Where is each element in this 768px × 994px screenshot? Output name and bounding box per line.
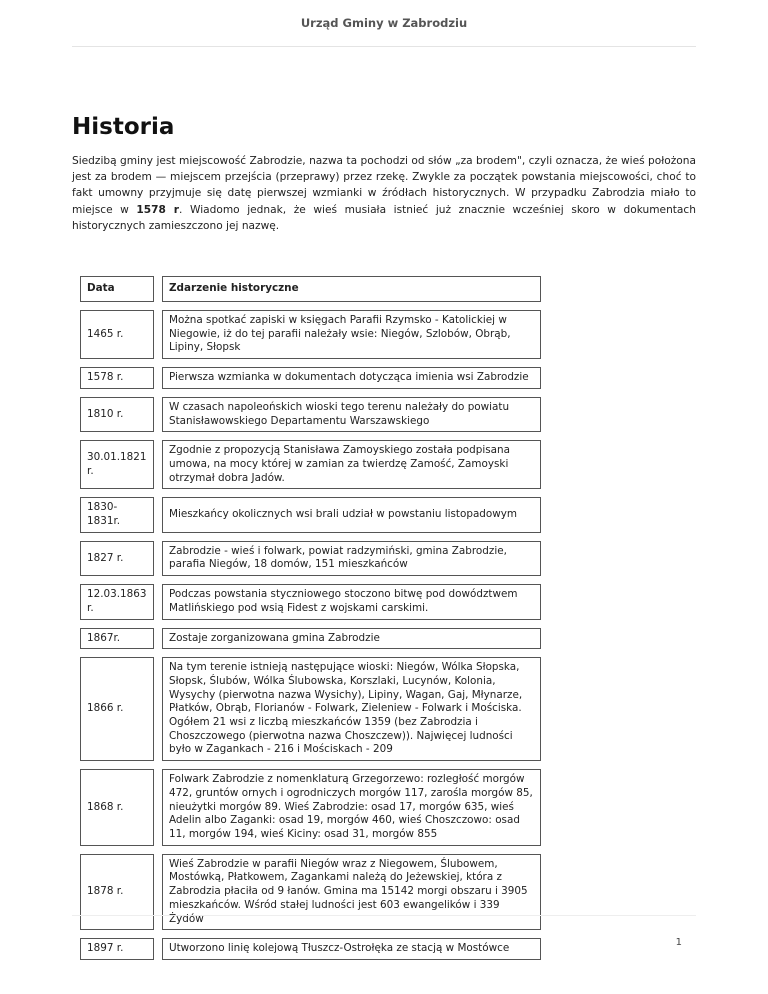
table-row	[80, 584, 541, 619]
table-row	[80, 440, 541, 489]
row-event: W czasach napoleońskich wioski tego terenu należały do powiatu Stanisławowskiego Departamentu Warszawskiego	[162, 397, 541, 432]
row-event: Zabrodzie - wieś i folwark, powiat radzymiński, gmina Zabrodzie, parafia Niegów, 18 domów, 151 mieszkańców	[162, 541, 541, 576]
row-event: Wieś Zabrodzie w parafii Niegów wraz z Niegowem, Ślubowem, Mostówką, Płatkowem, Zagankami należą do Jeżewskiej, która z Zabrodzia płaciła od 9 łanów. Gmina ma 15142 morgi obszaru i 3905 mieszkańców. Wśród stałej ludności jest 603 ewangelików i 339 Żydów	[162, 854, 541, 931]
row-date: 12.03.1863 r.	[80, 584, 154, 619]
table-row	[80, 397, 541, 432]
row-event: Podczas powstania styczniowego stoczono bitwę pod dowództwem Matlińskiego pod wsią Fidest z wojskami carskimi.	[162, 584, 541, 619]
footer-divider	[72, 915, 696, 916]
row-event: Mieszkańcy okolicznych wsi brali udział w powstaniu listopadowym	[162, 497, 541, 532]
page-title: Historia	[72, 114, 175, 140]
column-header-date: Data	[80, 276, 154, 302]
row-event: Folwark Zabrodzie z nomenklaturą Grzegorzewo: rozległość morgów 472, gruntów ornych i ogrodniczych morgów 117, zarośla morgów 85, nieużytki morgów 89. Wieś Zabrodzie: osad 17, morgów 635, wieś Adelin albo Zaganki: osad 19, morgów 460, wieś Choszczowo: osad 11, morgów 194, wieś Kiciny: osad 31, morgów 855	[162, 769, 541, 846]
table-row	[80, 541, 541, 576]
intro-text-after: . Wiadomo jednak, że wieś musiała istnieć już znacznie wcześniej skoro w dokumentach historycznych zamieszczono jej nazwę.	[72, 203, 696, 232]
table-row	[80, 628, 541, 650]
row-date: 1897 r.	[80, 938, 154, 960]
intro-text-before: Siedzibą gminy jest miejscowość Zabrodzie, nazwa ta pochodzi od słów „za brodem", czyli oznacza, że wieś położona jest za brodem — miejscem przejścia (przeprawy) przez rzekę. Zwykle za początek powstania miejscowości, choć to fakt umowny przyjmuje się datę pierwszej wzmianki w źródłach historycznych. W przypadku Zabrodzia miało to miejsce w	[72, 155, 696, 216]
table-row	[80, 769, 541, 846]
table-row	[80, 367, 541, 389]
row-date: 1878 r.	[80, 854, 154, 931]
table-row	[80, 310, 541, 359]
page-number: 1	[675, 937, 682, 948]
table-row	[80, 497, 541, 532]
column-header-event: Zdarzenie historyczne	[162, 276, 541, 302]
row-event: Pierwsza wzmianka w dokumentach dotycząca imienia wsi Zabrodzie	[162, 367, 541, 389]
row-event: Zostaje zorganizowana gmina Zabrodzie	[162, 628, 541, 650]
history-table	[72, 268, 549, 968]
row-date: 1465 r.	[80, 310, 154, 359]
table-row	[80, 854, 541, 931]
row-event: Zgodnie z propozycją Stanisława Zamoyskiego została podpisana umowa, na mocy której w zamian za twierdzę Zamość, Zamoyski otrzymał dobra Jadów.	[162, 440, 541, 489]
table-row	[80, 938, 541, 960]
row-date: 1578 r.	[80, 367, 154, 389]
intro-year: 1578 r	[136, 203, 180, 216]
row-event: Na tym terenie istnieją następujące wioski: Niegów, Wólka Słopska, Słopsk, Ślubów, Wólka Ślubowska, Korszlaki, Lucynów, Kolonia, Wysychy (pierwotna nazwa Wysichy), Lipiny, Wagan, Gaj, Młynarze, Płatków, Obrąb, Florianów - Folwark, Zieleniew - Folwark i Mościska. Ogółem 21 wsi z liczbą mieszkańców 1359 (bez Zabrodzia i Choszczowego (pierwotna nazwa Choszczew)). Najwięcej ludności było w Zagankach - 216 i Mościskach - 209	[162, 657, 541, 761]
table-row	[80, 657, 541, 761]
row-date: 1827 r.	[80, 541, 154, 576]
row-event: Utworzono linię kolejową Tłuszcz-Ostrołęka ze stacją w Mostówce	[162, 938, 541, 960]
row-event: Można spotkać zapiski w księgach Parafii Rzymsko - Katolickiej w Niegowie, iż do tej parafii należały wsie: Niegów, Szlobów, Obrąb, Lipiny, Słopsk	[162, 310, 541, 359]
row-date: 30.01.1821 r.	[80, 440, 154, 489]
row-date: 1867r.	[80, 628, 154, 650]
row-date: 1868 r.	[80, 769, 154, 846]
table-header-row	[80, 276, 541, 302]
row-date: 1810 r.	[80, 397, 154, 432]
row-date: 1866 r.	[80, 657, 154, 761]
intro-paragraph	[72, 153, 696, 234]
row-date: 1830-1831r.	[80, 497, 154, 532]
history-table-body	[80, 310, 541, 960]
page-header: Urząd Gminy w Zabrodziu	[72, 0, 696, 47]
